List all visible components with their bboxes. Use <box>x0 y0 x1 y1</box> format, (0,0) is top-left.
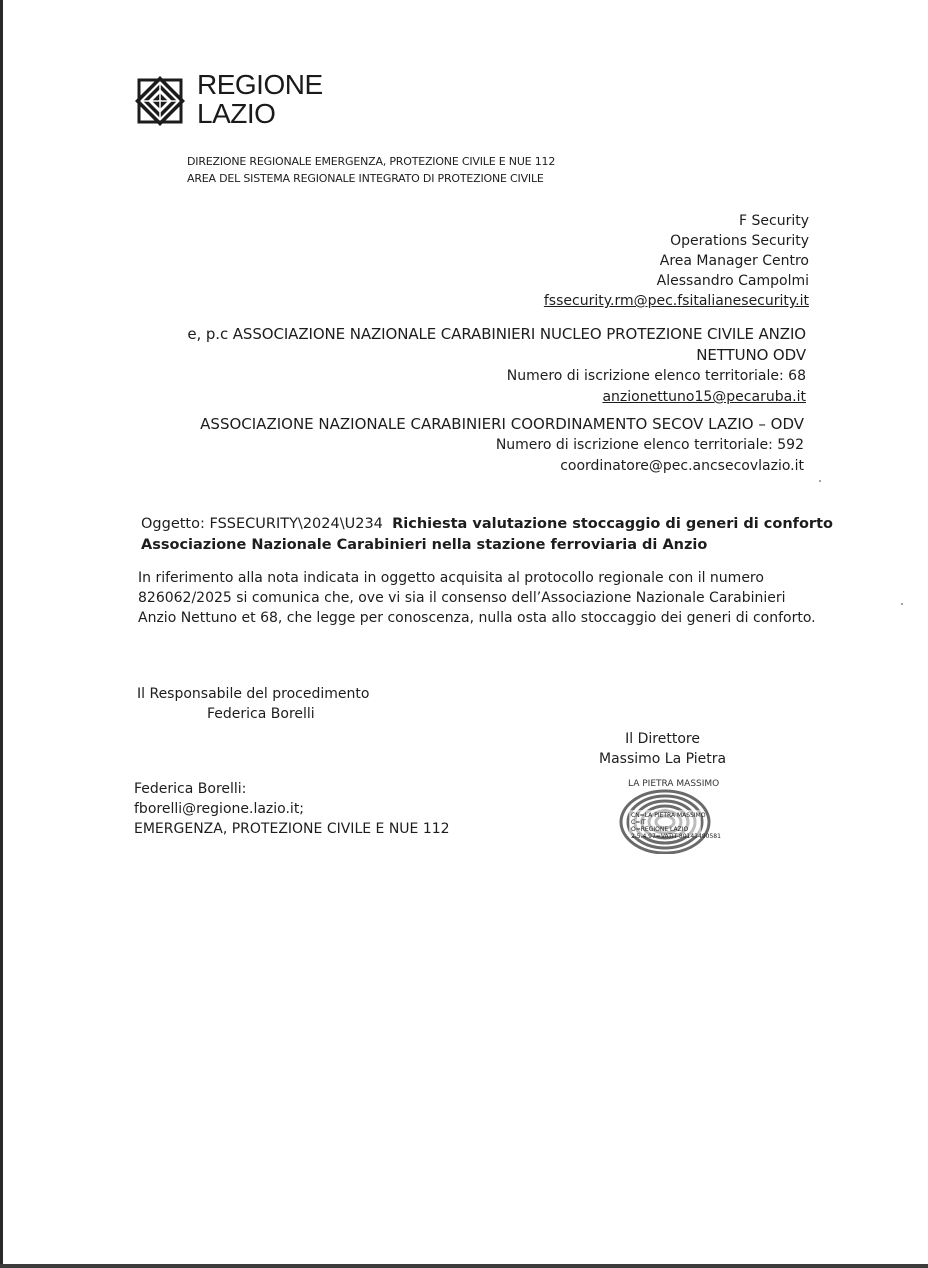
subject-block <box>141 514 833 556</box>
cc2-line-1: ASSOCIAZIONE NAZIONALE CARABINIERI COORDINAMENTO SECOV LAZIO – ODV <box>200 415 804 433</box>
logo-line-lazio: LAZIO <box>197 98 276 129</box>
stamp-line-1: CN=LA PIETRA MASSIMO <box>631 812 706 819</box>
subject-title-line-1: Richiesta valutazione stoccaggio di generi di conforto <box>392 516 833 532</box>
recipient-email-link[interactable]: fssecurity.rm@pec.fsitalianesecurity.it <box>543 293 809 309</box>
recipient-line-4: Alessandro Campolmi <box>656 273 809 289</box>
body-paragraph <box>138 568 816 628</box>
responsible-name: Federica Borelli <box>207 706 315 722</box>
scan-bottom-edge <box>0 1264 928 1268</box>
body-line-1: In riferimento alla nota indicata in oggetto acquisita al protocollo regionale con il numero <box>138 570 764 586</box>
contact-block <box>134 779 450 839</box>
recipient-line-1: F Security <box>739 213 809 229</box>
responsible-title: Il Responsabile del procedimento <box>137 686 370 702</box>
stamp-line-3: O=REGIONE LAZIO <box>631 826 689 833</box>
cc2-registration: Numero di iscrizione elenco territoriale: 592 <box>495 437 804 453</box>
cc2-email: coordinatore@pec.ancsecovlazio.it <box>560 458 804 474</box>
logo-wordmark <box>197 70 323 128</box>
stamp-label: LA PIETRA MASSIMO <box>628 779 720 789</box>
cc1-registration: Numero di iscrizione elenco territoriale: 68 <box>506 368 806 384</box>
cc1-line-1: e, p.c ASSOCIAZIONE NAZIONALE CARABINIERI NUCLEO PROTEZIONE CIVILE ANZIO <box>187 325 806 343</box>
stamp-line-4: 2.5.4.97=VATIT-80143490581 <box>631 833 721 840</box>
recipient-block <box>544 211 809 311</box>
scan-left-edge <box>0 0 3 1268</box>
body-line-3: Anzio Nettuno et 68, che legge per conoscenza, nulla osta allo stoccaggio dei generi di conforto. <box>138 610 816 626</box>
body-line-2: 826062/2025 si comunica che, ove vi sia il consenso dell’Associazione Nazionale Carabinieri <box>138 590 786 606</box>
scan-speck <box>901 603 903 605</box>
stamp-line-2: C=IT <box>631 819 646 826</box>
contact-name: Federica Borelli: <box>134 781 247 797</box>
subject-prefix: Oggetto: FSSECURITY\2024\U234 <box>141 516 383 532</box>
stamp-details <box>631 812 721 840</box>
responsible-block <box>137 684 369 724</box>
logo-line-regione: REGIONE <box>197 69 323 100</box>
department-line-2: AREA DEL SISTEMA REGIONALE INTEGRATO DI PROTEZIONE CIVILE <box>187 172 544 185</box>
regione-lazio-emblem-icon <box>133 74 187 128</box>
cc-recipient-2 <box>200 414 804 477</box>
director-block <box>599 729 726 769</box>
cc1-email-link[interactable]: anzionettuno15@pecaruba.it <box>602 389 806 405</box>
scan-speck <box>819 480 821 482</box>
director-name: Massimo La Pietra <box>599 751 727 767</box>
department-line-1: DIREZIONE REGIONALE EMERGENZA, PROTEZIONE CIVILE E NUE 112 <box>187 155 556 168</box>
department-header <box>187 153 555 187</box>
recipient-line-2: Operations Security <box>670 233 809 249</box>
contact-office: EMERGENZA, PROTEZIONE CIVILE E NUE 112 <box>134 821 450 837</box>
director-title: Il Direttore <box>625 731 700 747</box>
cc1-line-2: NETTUNO ODV <box>696 346 806 364</box>
subject-title-line-2: Associazione Nazionale Carabinieri nella stazione ferroviaria di Anzio <box>141 537 708 553</box>
contact-email: fborelli@regione.lazio.it; <box>134 801 305 817</box>
cc-recipient-1 <box>187 324 806 408</box>
recipient-line-3: Area Manager Centro <box>659 253 809 269</box>
